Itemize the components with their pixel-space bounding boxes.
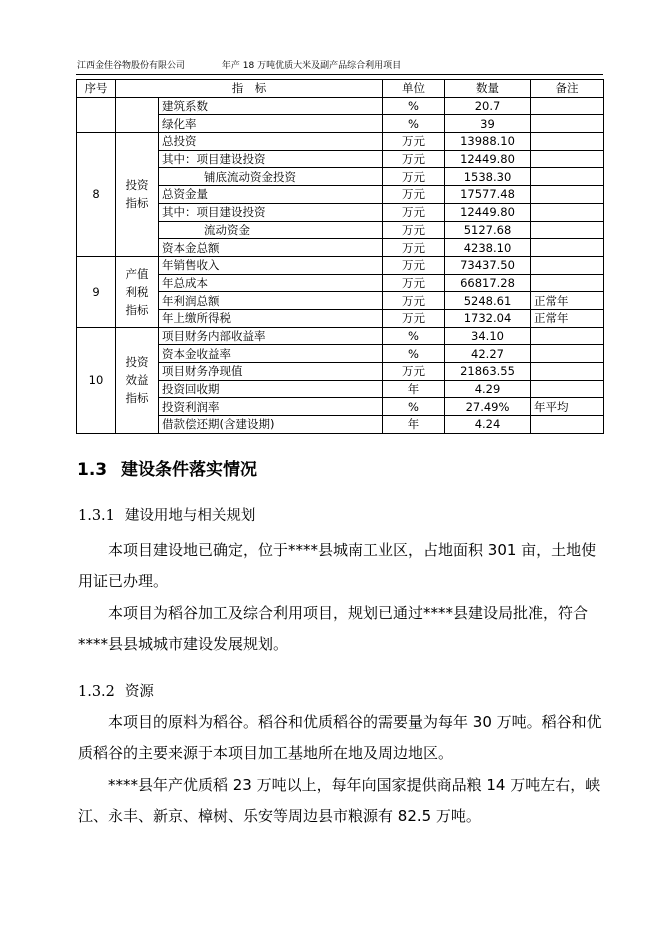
- remark-cell: [531, 256, 604, 274]
- remark-cell: [531, 274, 604, 292]
- value-cell: 42.27: [445, 345, 531, 363]
- col-header-unit: 单位: [383, 80, 445, 98]
- remark-cell: [531, 380, 604, 398]
- unit-cell: 万元: [383, 239, 445, 257]
- unit-cell: 万元: [383, 221, 445, 239]
- remark-cell: [531, 133, 604, 151]
- indicator-table: [76, 79, 604, 434]
- indicator-cell: 项目财务内部收益率: [159, 327, 383, 345]
- col-header-remark: 备注: [531, 80, 604, 98]
- unit-cell: 万元: [383, 203, 445, 221]
- remark-cell: 年平均: [531, 398, 604, 416]
- unit-cell: %: [383, 97, 445, 115]
- subsection-title-2: [78, 680, 154, 701]
- indicator-cell: 项目财务净现值: [159, 363, 383, 381]
- indicator-cell: 其中：项目建设投资: [159, 150, 383, 168]
- category-line: 指标: [125, 391, 149, 406]
- category-line: 投资: [125, 178, 149, 193]
- indicator-cell: 流动资金: [159, 221, 383, 239]
- table-row: [77, 256, 604, 274]
- indicator-cell: 借款偿还期(含建设期): [159, 416, 383, 434]
- unit-cell: %: [383, 115, 445, 133]
- remark-cell: [531, 239, 604, 257]
- paragraph: ****县年产优质稻 23 万吨以上，每年向国家提供商品粮 14 万吨左右，峡江、永丰、新京、樟树、乐安等周边县市粮源有 82.5 万吨。: [78, 776, 601, 825]
- table-row: [77, 133, 604, 151]
- remark-cell: [531, 416, 604, 434]
- subsection-title-text: 资源: [124, 684, 154, 700]
- category-line: 产值: [125, 266, 149, 281]
- paragraph: 本项目的原料为稻谷。稻谷和优质稻谷的需要量为每年 30 万吨。稻谷和优质稻谷的主要来源于本项目加工基地所在地及周边地区。: [78, 713, 602, 762]
- remark-cell: [531, 150, 604, 168]
- indicator-cell: 年上缴所得税: [159, 309, 383, 327]
- group-category: [116, 327, 159, 433]
- value-cell: 34.10: [445, 327, 531, 345]
- unit-cell: 万元: [383, 274, 445, 292]
- header-rule: [76, 74, 603, 75]
- unit-cell: %: [383, 398, 445, 416]
- col-header-indicator: 指 标: [116, 80, 383, 98]
- remark-cell: [531, 327, 604, 345]
- unit-cell: 万元: [383, 168, 445, 186]
- value-cell: 13988.10: [445, 133, 531, 151]
- remark-cell: [531, 345, 604, 363]
- unit-cell: 万元: [383, 186, 445, 204]
- unit-cell: %: [383, 327, 445, 345]
- section-number: 1.3: [77, 460, 108, 480]
- subsection-number: 1.3.2: [78, 684, 115, 700]
- category-line: 利税: [125, 284, 149, 299]
- subsection-number: 1.3.1: [78, 508, 115, 524]
- remark-cell: [531, 97, 604, 115]
- indicator-cell: 铺底流动资金投资: [159, 168, 383, 186]
- value-cell: 66817.28: [445, 274, 531, 292]
- value-cell: 20.7: [445, 97, 531, 115]
- value-cell: 12449.80: [445, 203, 531, 221]
- remark-cell: [531, 363, 604, 381]
- indicator-cell: 资本金总额: [159, 239, 383, 257]
- indicator-cell: 投资回收期: [159, 380, 383, 398]
- table-row: [77, 327, 604, 345]
- table-row: [77, 97, 604, 115]
- indicator-cell: 建筑系数: [159, 97, 383, 115]
- indicator-cell: 绿化率: [159, 115, 383, 133]
- value-cell: 5127.68: [445, 221, 531, 239]
- col-header-value: 数量: [445, 80, 531, 98]
- subsection-title-text: 建设用地与相关规划: [124, 508, 256, 524]
- row-no-cell: [77, 97, 116, 132]
- group-number: 9: [77, 256, 116, 327]
- section-title-text: 建设条件落实情况: [121, 460, 258, 480]
- group-category: [116, 256, 159, 327]
- col-header-no: 序号: [77, 80, 116, 98]
- category-line: 指标: [125, 302, 149, 317]
- value-cell: 1538.30: [445, 168, 531, 186]
- header-company: 江西金佳谷物股份有限公司: [77, 61, 186, 71]
- unit-cell: %: [383, 345, 445, 363]
- group-number: 8: [77, 133, 116, 257]
- value-cell: 4.29: [445, 380, 531, 398]
- value-cell: 17577.48: [445, 186, 531, 204]
- unit-cell: 万元: [383, 363, 445, 381]
- unit-cell: 年: [383, 416, 445, 434]
- value-cell: 1732.04: [445, 309, 531, 327]
- remark-cell: [531, 203, 604, 221]
- value-cell: 27.49%: [445, 398, 531, 416]
- remark-cell: [531, 115, 604, 133]
- running-header: [77, 58, 435, 71]
- remark-cell: 正常年: [531, 309, 604, 327]
- indicator-cell: 其中：项目建设投资: [159, 203, 383, 221]
- unit-cell: 万元: [383, 150, 445, 168]
- remark-cell: [531, 168, 604, 186]
- indicator-cell: 总资金量: [159, 186, 383, 204]
- paragraph: 本项目为稻谷加工及综合利用项目，规划已通过****县建设局批准，符合****县县城城市建设发展规划。: [78, 604, 589, 653]
- value-cell: 39: [445, 115, 531, 133]
- subsection-title-1: [78, 504, 255, 525]
- value-cell: 4.24: [445, 416, 531, 434]
- value-cell: 4238.10: [445, 239, 531, 257]
- section-title: [77, 455, 257, 480]
- unit-cell: 万元: [383, 309, 445, 327]
- unit-cell: 万元: [383, 292, 445, 310]
- remark-cell: 正常年: [531, 292, 604, 310]
- table-header-row: [77, 80, 604, 98]
- remark-cell: [531, 221, 604, 239]
- unit-cell: 万元: [383, 133, 445, 151]
- category-line: 指标: [125, 196, 149, 211]
- value-cell: 5248.61: [445, 292, 531, 310]
- value-cell: 12449.80: [445, 150, 531, 168]
- indicator-cell: 年利润总额: [159, 292, 383, 310]
- indicator-cell: 总投资: [159, 133, 383, 151]
- category-line: 投资: [125, 355, 149, 370]
- group-number: 10: [77, 327, 116, 433]
- indicator-cell: 年总成本: [159, 274, 383, 292]
- unit-cell: 年: [383, 380, 445, 398]
- group-category: [116, 133, 159, 257]
- paragraph: 本项目建设地已确定，位于****县城南工业区，占地面积 301 亩，土地使用证已办理。: [78, 541, 597, 590]
- indicator-cell: 资本金收益率: [159, 345, 383, 363]
- indicator-cell: 年销售收入: [159, 256, 383, 274]
- value-cell: 21863.55: [445, 363, 531, 381]
- header-project: 年产 18 万吨优质大米及副产品综合利用项目: [221, 61, 402, 71]
- category-line: 效益: [125, 373, 149, 388]
- row-category-cell: [116, 97, 159, 132]
- indicator-cell: 投资利润率: [159, 398, 383, 416]
- remark-cell: [531, 186, 604, 204]
- value-cell: 73437.50: [445, 256, 531, 274]
- unit-cell: 万元: [383, 256, 445, 274]
